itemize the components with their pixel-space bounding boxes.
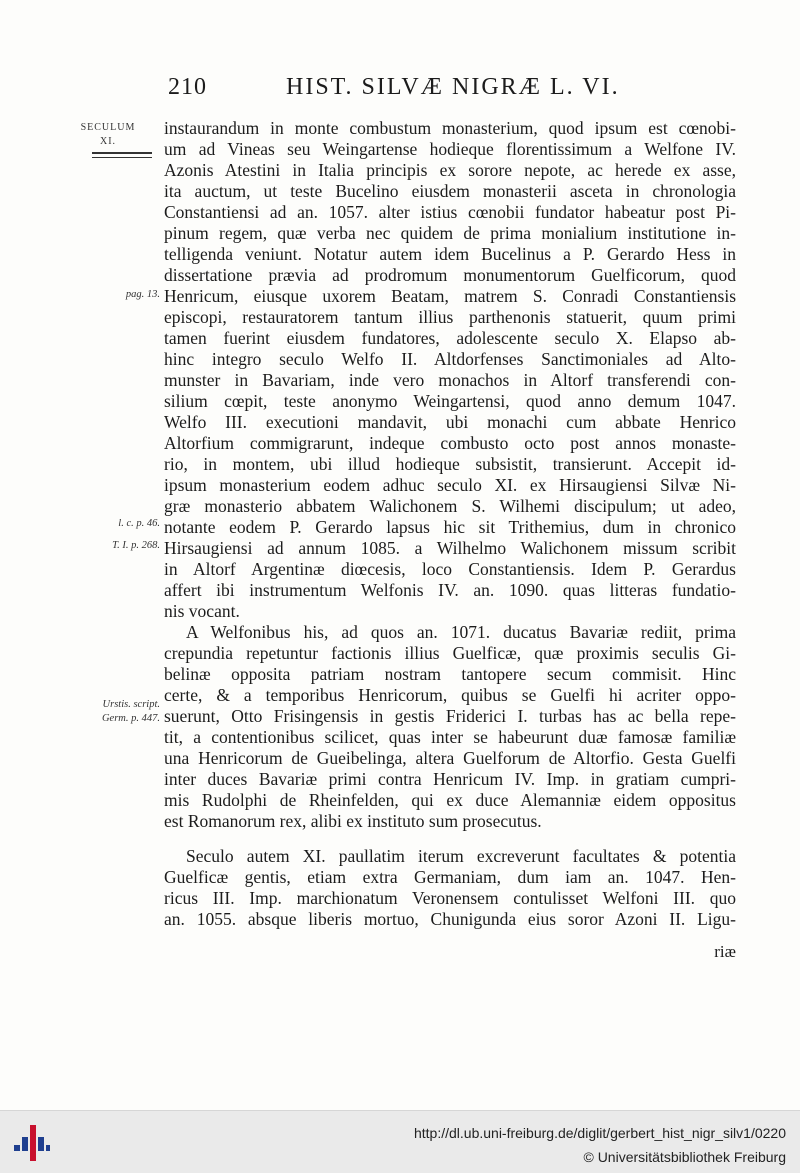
- text-line: in Altorf Argentinæ diœcesis, loco Constantiensis. Idem P. Gerardus: [164, 559, 736, 579]
- permalink-url[interactable]: http://dl.ub.uni-freiburg.de/diglit/gerbert_hist_nigr_silv1/0220: [413, 1125, 786, 1141]
- text-line: munster in Bavariam, inde vero monachos in Altorf transferendi con-: [164, 370, 736, 390]
- text-line: græ monasterio abbatem Walichonem S. Wilhemi discipulum; ut adeo,: [164, 496, 736, 516]
- copyright-notice: © Universitätsbibliothek Freiburg: [583, 1149, 786, 1165]
- margin-note-tome: T. I. p. 268.: [112, 540, 160, 551]
- text-line: Guelficæ gentis, etiam extra Germaniam, dum iam an. 1047. Hen-: [164, 867, 736, 887]
- text-line: dissertatione prævia ad prodromum monumentorum Guelficorum, quod: [164, 265, 736, 285]
- text-line: Altorfium commigrarunt, indeque combusto octo post annos monaste-: [164, 433, 736, 453]
- text-line: silium cœpit, teste anonymo Weingartensi, quod anno demum 1047.: [164, 391, 736, 411]
- text-line: notante eodem P. Gerardo lapsus hic sit Trithemius, dum in chronico: [164, 517, 736, 537]
- text-line: telligenda veniunt. Notatur autem idem Bucelinus a P. Gerardo Hess in: [164, 244, 736, 264]
- text-line: mis Rudolphi de Rheinfelden, qui ex duce Alemanniæ eidem oppositus: [164, 790, 736, 810]
- text-line: Welfo III. executioni mandavit, ubi monachi cum abbate Henrico: [164, 412, 736, 432]
- margin-note-germ: Germ. p. 447.: [101, 713, 160, 724]
- margin-note-pag: pag. 13.: [125, 289, 160, 300]
- text-line: nis vocant.: [164, 601, 240, 621]
- margin-section-label: SECULUM: [80, 122, 136, 133]
- text-line: Henricum, eiusque uxorem Beatam, matrem S. Conradi Constantiensis: [164, 286, 736, 306]
- text-line: A Welfonibus his, ad quos an. 1071. ducatus Bavariæ rediit, prima: [186, 622, 736, 642]
- text-line: certe, & a temporibus Henricorum, quibus se Guelfi hi acriter oppo-: [164, 685, 736, 705]
- running-head: HIST. SILVÆ NIGRÆ L. VI.: [286, 74, 620, 100]
- text-line: instaurandum in monte combustum monasterium, quod ipsum est cœnobi-: [164, 118, 736, 138]
- margin-rule: [92, 152, 152, 154]
- margin-note-urstisius: Urstis. script.: [102, 699, 160, 710]
- text-line: ita auctum, ut teste Bucelino eiusdem monasterii asceta in chronologia: [164, 181, 736, 201]
- text-line: est Romanorum rex, alibi ex instituto sum prosecutus.: [164, 811, 542, 831]
- page-header: [168, 74, 768, 104]
- catchword: riæ: [714, 942, 736, 961]
- text-line: affert ibi instrumentum Welfonis IV. an. 1090. quas litteras fundatio-: [164, 580, 736, 600]
- text-line: um ad Vineas seu Weingartense hodieque florentissimum a Welfone IV.: [164, 139, 736, 159]
- page-number: 210: [168, 74, 207, 100]
- text-line: tit, a contentionibus scilicet, quas inter se habeurunt duæ famosæ familiæ: [164, 727, 736, 747]
- library-logo-icon: [14, 1125, 50, 1161]
- margin-note-lc: l. c. p. 46.: [118, 518, 160, 529]
- margin-section-number: XI.: [99, 136, 117, 147]
- text-line: an. 1055. absque liberis mortuo, Chunigunda eius soror Azoni II. Ligu-: [164, 909, 736, 929]
- text-line: crepundia repetuntur factionis illius Guelficæ, quæ proximis seculis Gi-: [164, 643, 736, 663]
- text-line: una Henricorum de Gueibelinga, altera Guelforum de Altorfio. Gesta Guelfi: [164, 748, 736, 768]
- text-line: rio, in montem, ubi illud hodieque subsistit, transierunt. Accepit id-: [164, 454, 736, 474]
- text-line: inter duces Bavariæ primi contra Henricum IV. Imp. in gratiam cumpri-: [164, 769, 736, 789]
- text-line: hinc integro seculo Welfo II. Altdorfenses Sanctimoniales ad Alto-: [164, 349, 736, 369]
- text-line: tamen fuerint eiusdem fundatores, adolescente seculo X. Elapso ab-: [164, 328, 736, 348]
- text-line: suerunt, Otto Frisingensis in gestis Friderici I. turbas has ac bella repe-: [164, 706, 736, 726]
- viewer-footer: [0, 1110, 800, 1173]
- text-line: Constantiensi ad an. 1057. alter istius cœnobii fundator habeatur post Pi-: [164, 202, 736, 222]
- text-line: Hirsaugiensi ad annum 1085. a Wilhelmo Walichonem missum scribit: [164, 538, 736, 558]
- text-line: ipsum monasterium eodem adhuc seculo XI. ex Hirsaugiensi Silvæ Ni-: [164, 475, 736, 495]
- text-line: Azonis Atestini in Italia principis ex sorore nepote, ac herede ex asse,: [164, 160, 736, 180]
- margin-rule: [92, 157, 152, 158]
- text-line: belinæ opposita patriam nostram tantopere secum commisit. Hinc: [164, 664, 736, 684]
- text-line: episcopi, restauratorem tantum illius parthenonis statuerit, quum primi: [164, 307, 736, 327]
- text-line: pinum regem, quæ verba nec quidem de prima monialium institutione in-: [164, 223, 736, 243]
- text-line: Seculo autem XI. paullatim iterum excreverunt facultates & potentia: [186, 846, 736, 866]
- text-line: ricus III. Imp. marchionatum Veronensem contulisset Welfoni III. quo: [164, 888, 736, 908]
